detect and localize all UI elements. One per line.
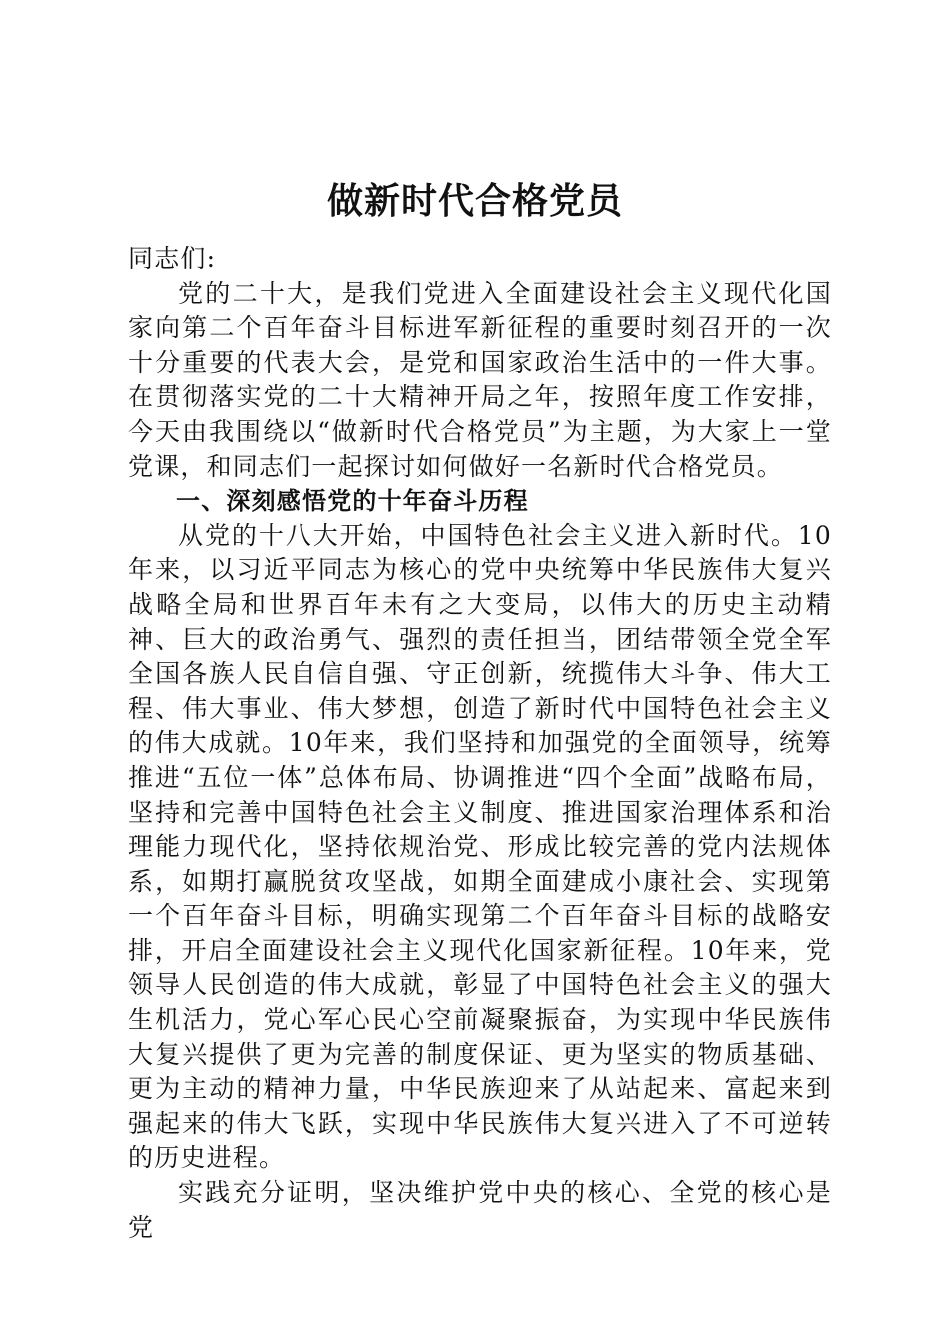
paragraph-practice: 实践充分证明，坚决维护党中央的核心、全党的核心是党 — [128, 1178, 832, 1242]
paragraph-achievements: 从党的十八大开始，中国特色社会主义进入新时代。10年来，以习近平同志为核心的党中央统筹中华民族伟大复兴战略全局和世界百年未有之大变局，以伟大的历史主动精神、巨大的政治勇气、强烈的责任担当，团结带领全党全军全国各族人民自信自强、守正创新，统揽伟大斗争、伟大工程、伟大事业、伟大梦想，创造了新时代中国特色社会主义的伟大成就。10年来，我们坚持和加强党的全面领导，统筹推进“五位一体”总体布局、协调推进“四个全面”战略布局，坚持和完善中国特色社会主义制度、推进国家治理体系和治理能力现代化，坚持依规治党、形成比较完善的党内法规体系，如期打赢脱贫攻坚战，如期全面建成小康社会、实现第一个百年奋斗目标，明确实现第二个百年奋斗目标的战略安排，开启全面建设社会主义现代化国家新征程。10年来，党领导人民创造的伟大成就，彰显了中国特色社会主义的强大生机活力，党心军心民心空前凝聚振奋，为实现中华民族伟大复兴提供了更为完善的制度保证、更为坚实的物质基础、更为主动的精神力量，中华民族迎来了从站起来、富起来到强起来的伟大飞跃，实现中华民族伟大复兴进入了不可逆转的历史进程。 — [128, 520, 832, 1173]
document-body — [128, 242, 832, 1245]
document-title: 做新时代合格党员 — [326, 180, 623, 222]
section-heading-1: 一、深刻感悟党的十年奋斗历程 — [176, 487, 529, 516]
salutation: 同志们: — [128, 244, 217, 273]
paragraph-intro: 党的二十大，是我们党进入全面建设社会主义现代化国家向第二个百年奋斗目标进军新征程的重要时刻召开的一次十分重要的代表大会，是党和国家政治生活中的一件大事。在贯彻落实党的二十大精神开局之年，按照年度工作安排，今天由我围绕以“做新时代合格党员”为主题，为大家上一堂党课，和同志们一起探讨如何做好一名新时代合格党员。 — [128, 278, 832, 481]
